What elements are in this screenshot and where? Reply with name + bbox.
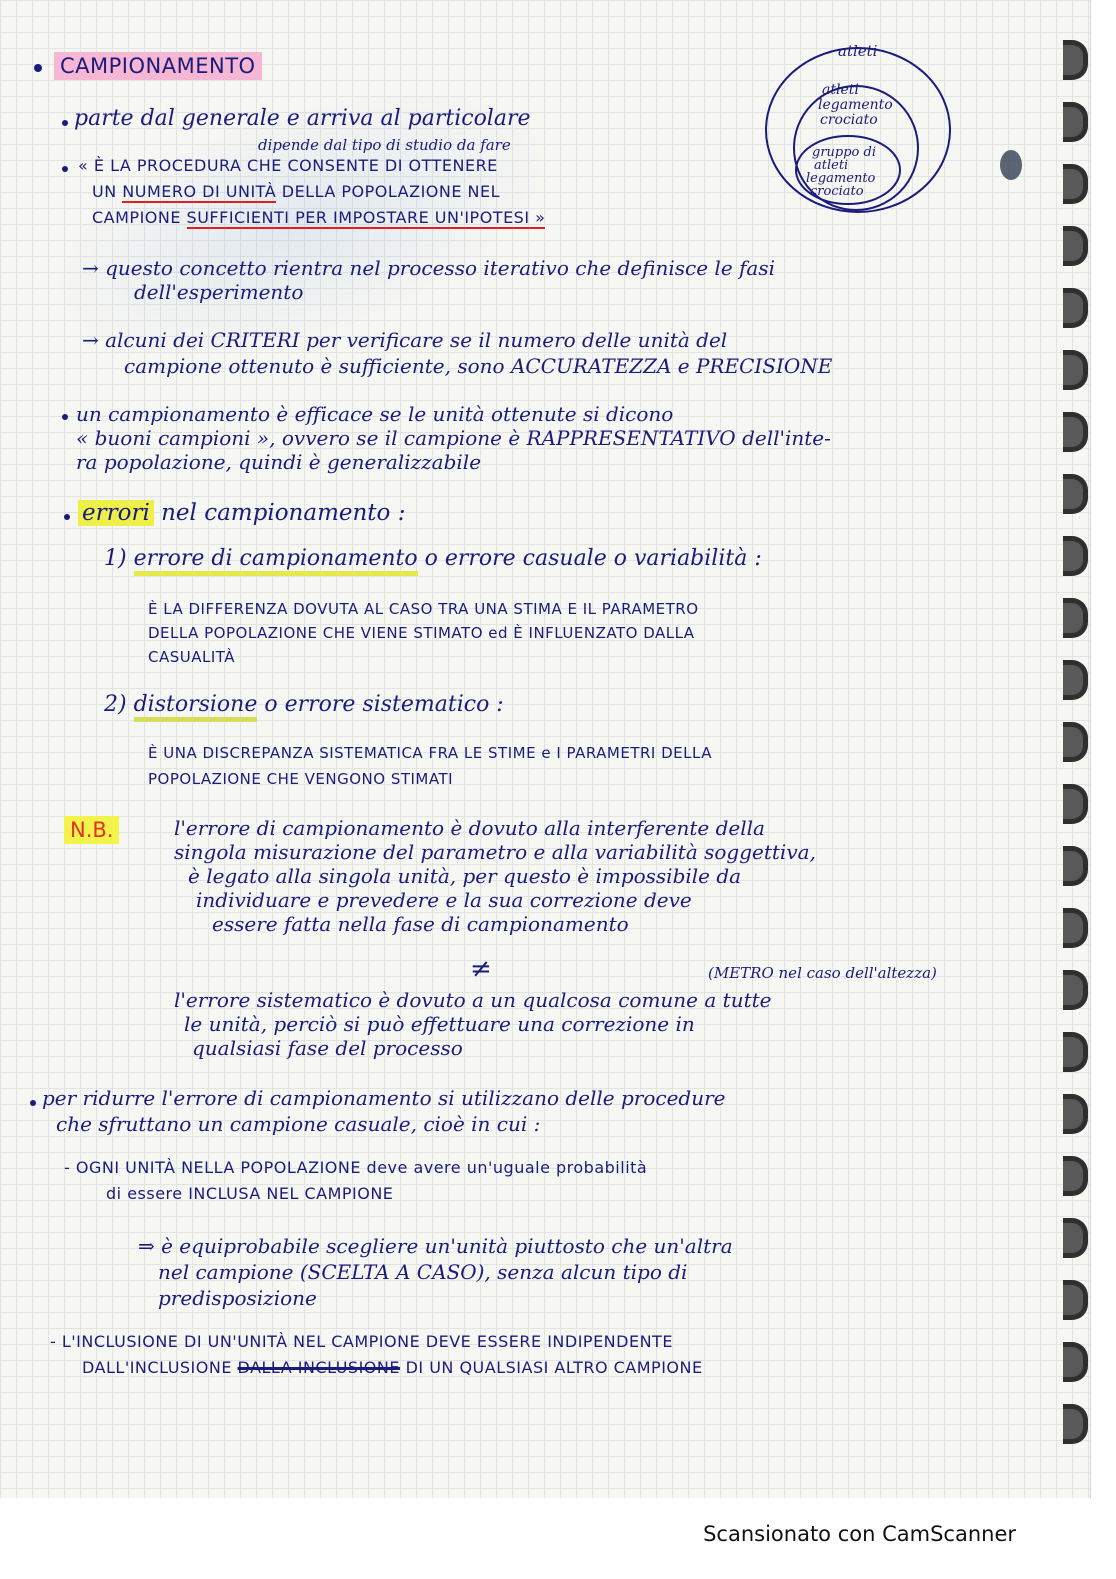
text-span: o errore sistematico : — [257, 692, 504, 717]
text-span: DELLA POPOLAZIONE NEL — [276, 182, 501, 201]
list-item — [104, 548, 762, 570]
text-line: È LA DIFFERENZA DOVUTA AL CASO TRA UNA STIMA E IL PARAMETRO — [148, 600, 699, 618]
inner-set-label: legamento — [806, 171, 876, 186]
nb-highlight: N.B. — [64, 816, 119, 844]
underlined-text: NUMERO DI UNITÀ — [122, 182, 277, 201]
bullet-dot — [64, 514, 70, 520]
spiral-ring — [1063, 412, 1088, 452]
scanner-footer: Scansionato con CamScanner — [703, 1522, 1016, 1546]
spiral-ring — [1063, 1156, 1088, 1196]
text-line: POPOLAZIONE CHE VENGONO STIMATI — [148, 770, 454, 788]
text-line: « È LA PROCEDURA CHE CONSENTE DI OTTENERE — [78, 156, 498, 175]
bullet-dot — [62, 414, 68, 420]
stain-mark — [1000, 150, 1022, 180]
not-equal-symbol: ≠ — [470, 954, 492, 984]
inner-set-label: atleti — [814, 158, 849, 173]
text-line: predisposizione — [158, 1286, 317, 1310]
spiral-ring — [1063, 784, 1088, 824]
list-item — [104, 694, 504, 716]
spiral-ring — [1063, 1404, 1088, 1444]
text-line: le unità, perciò si può effettuare una correzione in — [184, 1012, 695, 1036]
list-item: - OGNI UNITÀ NELLA POPOLAZIONE deve avere un'uguale probabilità — [64, 1158, 648, 1177]
text-line: di essere INCLUSA NEL CAMPIONE — [106, 1184, 394, 1203]
text-span: 1) — [104, 546, 134, 571]
text-span: DI UN QUALSIASI ALTRO CAMPIONE — [399, 1358, 703, 1377]
inner-set-label: crociato — [810, 184, 864, 199]
text-line: un campionamento è efficace se le unità ottenute si dicono — [76, 402, 674, 426]
middle-set-label: crociato — [820, 112, 878, 128]
text-line: « buoni campioni », ovvero se il campione è RAPPRESENTATIVO dell'inte- — [76, 426, 831, 450]
text-line: l'errore sistematico è dovuto a un qualcosa comune a tutte — [174, 988, 772, 1012]
spiral-binding — [1064, 40, 1090, 1480]
text-span: nel campionamento : — [153, 500, 406, 526]
text-line: → questo concetto rientra nel processo iterativo che definisce le fasi — [82, 256, 776, 280]
underlined-text: SUFFICIENTI PER IMPOSTARE UN'IPOTESI » — [186, 208, 546, 227]
text-line: È UNA DISCREPANZA SISTEMATICA FRA LE STIME e I PARAMETRI DELLA — [148, 744, 712, 762]
spiral-ring — [1063, 970, 1088, 1010]
text-line-note: (METRO nel caso dell'altezza) — [708, 964, 937, 982]
spiral-ring — [1063, 536, 1088, 576]
text-line: individuare e prevedere e la sua correzione deve — [196, 888, 692, 912]
text-line: qualsiasi fase del processo — [192, 1036, 463, 1060]
spiral-ring — [1063, 350, 1088, 390]
text-span: DALL'INCLUSIONE — [82, 1358, 238, 1377]
text-span: o errore casuale o variabilità : — [417, 546, 762, 571]
underlined-text: distorsione — [134, 692, 258, 722]
underlined-text: errore di campionamento — [134, 546, 418, 576]
spiral-ring — [1063, 40, 1088, 80]
text-span: CAMPIONE — [92, 208, 187, 227]
bullet-dot — [30, 1100, 36, 1106]
spiral-ring — [1063, 102, 1088, 142]
bullet-dot — [62, 120, 68, 126]
text-line-note: dipende dal tipo di studio da fare — [258, 136, 511, 154]
page-title — [54, 56, 262, 77]
spiral-ring — [1063, 474, 1088, 514]
text-line: → alcuni dei CRITERI per verificare se il numero delle unità del — [82, 328, 728, 352]
spiral-ring — [1063, 908, 1088, 948]
text-line — [92, 210, 545, 226]
highlighted-text: errori — [78, 500, 154, 526]
spiral-ring — [1063, 288, 1088, 328]
spiral-ring — [1063, 164, 1088, 204]
text-line: essere fatta nella fase di campionamento — [212, 912, 629, 936]
spiral-ring — [1063, 1032, 1088, 1072]
text-line — [82, 1360, 703, 1376]
spiral-ring — [1063, 1342, 1088, 1382]
bullet-dot — [34, 64, 42, 72]
text-span: 2) — [104, 692, 134, 717]
text-line: campione ottenuto è sufficiente, sono ACCURATEZZA e PRECISIONE — [124, 354, 833, 378]
nested-sets-diagram — [762, 38, 954, 216]
text-line: ⇒ è equiprobabile scegliere un'unità piuttosto che un'altra — [138, 1234, 733, 1258]
text-line: CASUALITÀ — [148, 648, 236, 666]
text-line: DELLA POPOLAZIONE CHE VIENE STIMATO ed È INFLUENZATO DALLA — [148, 624, 695, 642]
middle-set-label: atleti — [822, 82, 859, 98]
text-line: ra popolazione, quindi è generalizzabile — [76, 450, 482, 474]
bullet-dot — [62, 166, 68, 172]
text-line: singola misurazione del parametro e alla variabilità soggettiva, — [174, 840, 816, 864]
middle-set-label: legamento — [818, 97, 893, 113]
spiral-ring — [1063, 846, 1088, 886]
spiral-ring — [1063, 226, 1088, 266]
title-text: CAMPIONAMENTO — [54, 52, 262, 80]
text-line: per ridurre l'errore di campionamento si utilizzano delle procedure — [42, 1086, 726, 1110]
spiral-ring — [1063, 660, 1088, 700]
nb-label — [64, 820, 119, 841]
spiral-ring — [1063, 1094, 1088, 1134]
text-line: è legato alla singola unità, per questo è impossibile da — [188, 864, 742, 888]
spiral-ring — [1063, 722, 1088, 762]
text-line: parte dal generale e arriva al particolare — [74, 106, 531, 131]
text-line: che sfruttano un campione casuale, cioè in cui : — [56, 1112, 541, 1136]
crossed-out-text: DALLA INCLUSIONE — [237, 1358, 400, 1377]
text-line: nel campione (SCELTA A CASO), senza alcun tipo di — [158, 1260, 688, 1284]
outer-set-label: atleti — [838, 42, 878, 60]
text-line: dell'esperimento — [134, 280, 304, 304]
spiral-ring — [1063, 1280, 1088, 1320]
spiral-ring — [1063, 598, 1088, 638]
text-span: UN — [92, 182, 123, 201]
text-line — [92, 184, 500, 200]
spiral-ring — [1063, 1218, 1088, 1258]
list-item: - L'INCLUSIONE DI UN'UNITÀ NEL CAMPIONE DEVE ESSERE INDIPENDENTE — [50, 1332, 673, 1351]
text-line: l'errore di campionamento è dovuto alla interferente della — [174, 816, 765, 840]
section-heading — [78, 502, 405, 525]
inner-set-label: gruppo di — [812, 145, 876, 160]
